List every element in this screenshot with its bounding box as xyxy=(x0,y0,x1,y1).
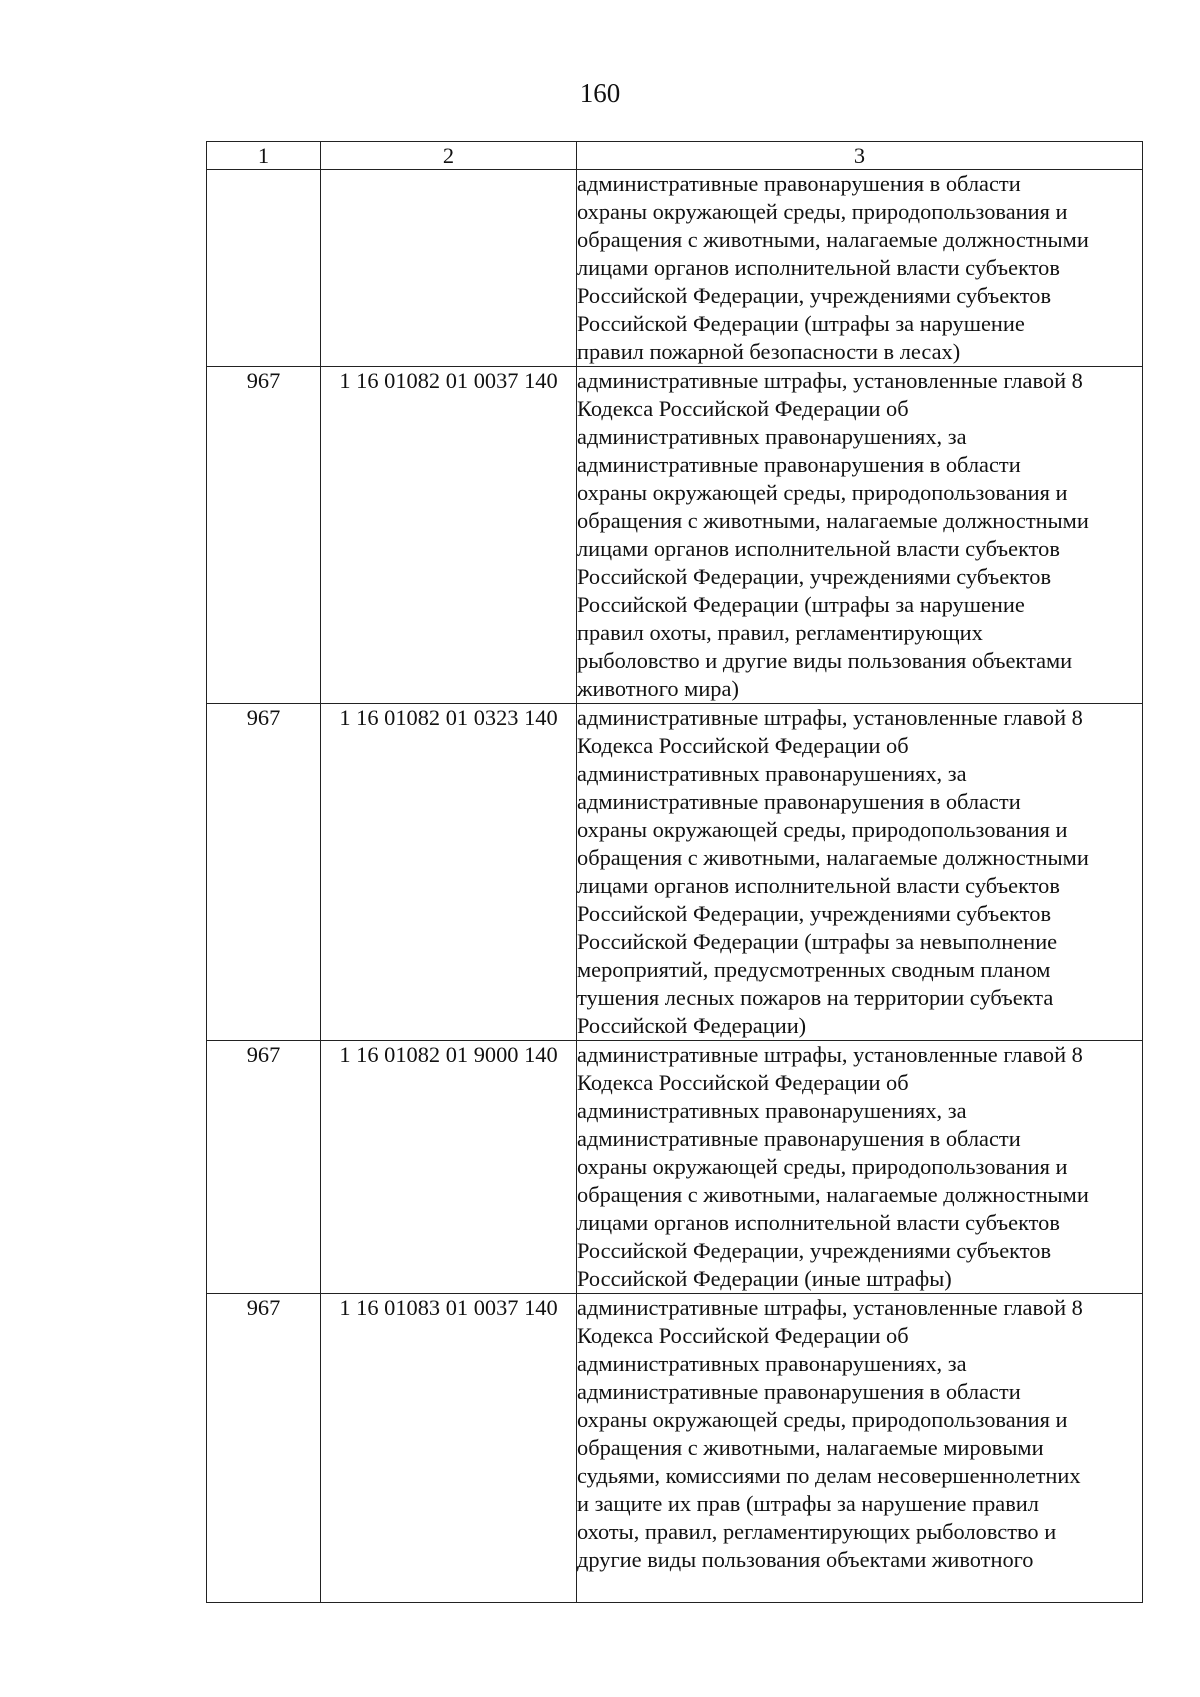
description-line: административных правонарушениях, за xyxy=(577,1098,967,1123)
description-line: судьями, комиссиями по делам несовершеннолетних xyxy=(577,1463,1081,1488)
description-line: Кодекса Российской Федерации об xyxy=(577,733,909,758)
table-row xyxy=(207,367,1143,704)
description-line: Российской Федерации (иные штрафы) xyxy=(577,1266,952,1291)
description-cell xyxy=(577,170,1143,367)
description-line: другие виды пользования объектами животного xyxy=(577,1547,1034,1572)
description-line: административные правонарушения в области xyxy=(577,789,1021,814)
description-line: обращения с животными, налагаемые должностными xyxy=(577,508,1089,533)
description-line: административных правонарушениях, за xyxy=(577,761,967,786)
admin-code-cell: 967 xyxy=(207,1294,321,1603)
description-line: административные правонарушения в области xyxy=(577,1379,1021,1404)
description-line: и защите их прав (штрафы за нарушение правил xyxy=(577,1491,1039,1516)
table-row xyxy=(207,704,1143,1041)
page-number: 160 xyxy=(579,78,621,108)
description-line: правил охоты, правил, регламентирующих xyxy=(577,620,983,645)
table-row xyxy=(207,1041,1143,1294)
description-line: лицами органов исполнительной власти субъектов xyxy=(577,1210,1060,1235)
description-line: мероприятий, предусмотренных сводным планом xyxy=(577,957,1051,982)
description-line: обращения с животными, налагаемые мировыми xyxy=(577,1435,1044,1460)
header-col-1: 1 xyxy=(207,142,321,170)
description-line: охраны окружающей среды, природопользования и xyxy=(577,817,1068,842)
description-line: административных правонарушениях, за xyxy=(577,424,967,449)
budget-code-cell: 1 16 01083 01 0037 140 xyxy=(321,1294,577,1603)
description-cell xyxy=(577,1041,1143,1294)
description-line: охраны окружающей среды, природопользования и xyxy=(577,1407,1068,1432)
description-line: лицами органов исполнительной власти субъектов xyxy=(577,873,1060,898)
description-line: охраны окружающей среды, природопользования и xyxy=(577,199,1068,224)
description-line: Российской Федерации, учреждениями субъектов xyxy=(577,283,1052,308)
header-col-3: 3 xyxy=(577,142,1143,170)
description-cell xyxy=(577,367,1143,704)
description-cell xyxy=(577,1294,1143,1603)
description-line: правил пожарной безопасности в лесах) xyxy=(577,339,961,364)
description-line: животного мира) xyxy=(577,676,739,701)
description-line: охраны окружающей среды, природопользования и xyxy=(577,1154,1068,1179)
header-col-2: 2 xyxy=(321,142,577,170)
description-line: Российской Федерации (штрафы за невыполнение xyxy=(577,929,1058,954)
description-line: обращения с животными, налагаемые должностными xyxy=(577,845,1089,870)
admin-code-cell xyxy=(207,170,321,367)
description-cell xyxy=(577,704,1143,1041)
budget-code-cell: 1 16 01082 01 0323 140 xyxy=(321,704,577,1041)
description-line: лицами органов исполнительной власти субъектов xyxy=(577,536,1060,561)
table-row xyxy=(207,170,1143,367)
admin-code-cell: 967 xyxy=(207,367,321,704)
admin-code-cell: 967 xyxy=(207,704,321,1041)
description-line: Российской Федерации, учреждениями субъектов xyxy=(577,564,1052,589)
description-line: охоты, правил, регламентирующих рыболовство и xyxy=(577,1519,1057,1544)
budget-code-cell: 1 16 01082 01 9000 140 xyxy=(321,1041,577,1294)
description-line: охраны окружающей среды, природопользования и xyxy=(577,480,1068,505)
description-line: административные штрафы, установленные главой 8 xyxy=(577,1042,1083,1067)
description-line: лицами органов исполнительной власти субъектов xyxy=(577,255,1060,280)
description-line: административные правонарушения в области xyxy=(577,171,1021,196)
admin-code-cell: 967 xyxy=(207,1041,321,1294)
budget-code-table xyxy=(206,141,1143,1603)
table-body xyxy=(207,170,1143,1603)
description-line: Российской Федерации, учреждениями субъектов xyxy=(577,901,1052,926)
description-line: обращения с животными, налагаемые должностными xyxy=(577,227,1089,252)
description-line: административных правонарушениях, за xyxy=(577,1351,967,1376)
description-line: Кодекса Российской Федерации об xyxy=(577,1070,909,1095)
description-line: Российской Федерации) xyxy=(577,1013,807,1038)
description-line: административные правонарушения в области xyxy=(577,1126,1021,1151)
table-row xyxy=(207,1294,1143,1603)
description-line: тушения лесных пожаров на территории субъекта xyxy=(577,985,1054,1010)
description-line: административные штрафы, установленные главой 8 xyxy=(577,368,1083,393)
budget-code-cell xyxy=(321,170,577,367)
description-line: Российской Федерации (штрафы за нарушение xyxy=(577,592,1025,617)
description-line: обращения с животными, налагаемые должностными xyxy=(577,1182,1089,1207)
table-header-row xyxy=(207,142,1143,170)
budget-code-cell: 1 16 01082 01 0037 140 xyxy=(321,367,577,704)
description-line: административные правонарушения в области xyxy=(577,452,1021,477)
description-line: Кодекса Российской Федерации об xyxy=(577,1323,909,1348)
description-line: рыболовство и другие виды пользования объектами xyxy=(577,648,1073,673)
description-line: Российской Федерации, учреждениями субъектов xyxy=(577,1238,1052,1263)
description-line: административные штрафы, установленные главой 8 xyxy=(577,705,1083,730)
description-line: Российской Федерации (штрафы за нарушение xyxy=(577,311,1025,336)
description-line: Кодекса Российской Федерации об xyxy=(577,396,909,421)
description-line: административные штрафы, установленные главой 8 xyxy=(577,1295,1083,1320)
